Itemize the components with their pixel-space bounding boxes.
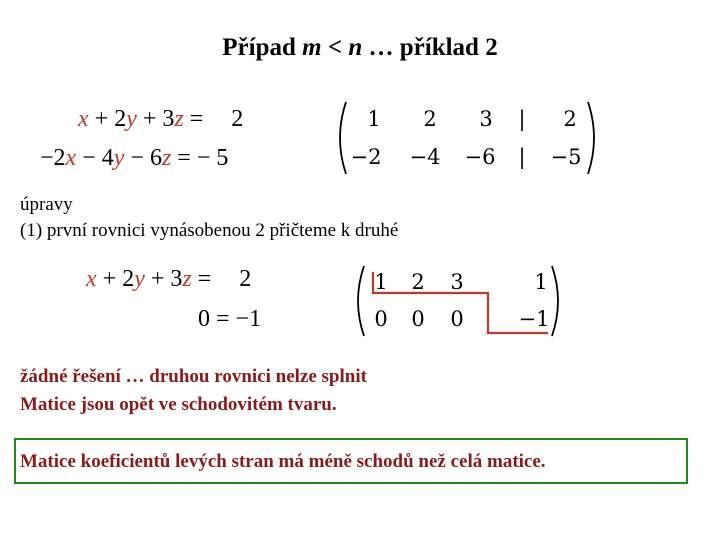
matrix-cell: 2 xyxy=(423,107,437,131)
title-n: n xyxy=(348,34,363,61)
matrix-right-bracket xyxy=(552,266,558,336)
title-lt: < xyxy=(321,34,349,61)
coefficient: 3 xyxy=(170,266,183,292)
matrix-cell: −5 xyxy=(550,145,582,169)
matrix-cell: −4 xyxy=(409,145,441,169)
matrix-cell: 2 xyxy=(411,270,425,294)
matrix-cell: 1 xyxy=(534,270,548,294)
title-suffix: … příklad 2 xyxy=(362,34,498,61)
coefficient: 6 xyxy=(149,145,162,171)
augmented-matrix-1 xyxy=(332,98,602,178)
var-y: y xyxy=(134,266,145,292)
highlight-box-text: Matice koeficientů levých stran má méně schodů než celá matice. xyxy=(20,451,546,472)
equals-sign: = xyxy=(177,145,191,171)
operator: + xyxy=(142,106,157,132)
operator: + xyxy=(150,266,165,292)
var-y: y xyxy=(113,145,125,171)
step-1-description: (1) první rovnici vynásobenou 2 přičteme k druhé xyxy=(20,220,399,241)
system1-row2 xyxy=(40,145,228,172)
matrix-cell: 3 xyxy=(450,270,464,294)
equals-sign: = xyxy=(189,106,204,132)
echelon-form-text: Matice jsou opět ve schodovitém tvaru. xyxy=(20,394,337,415)
matrix-cell: 0 xyxy=(374,307,388,331)
matrix-cell: 3 xyxy=(479,107,493,131)
var-x: x xyxy=(78,106,89,132)
matrix-left-bracket xyxy=(340,102,346,174)
matrix-left-bracket xyxy=(358,266,364,336)
var-z: z xyxy=(161,145,172,171)
var-x: x xyxy=(65,145,77,171)
label-upravy: úpravy xyxy=(20,194,73,215)
equals-sign: = xyxy=(216,306,230,332)
page-title xyxy=(0,34,720,62)
matrix-cell: 0 xyxy=(411,307,425,331)
rhs-value: 2 xyxy=(239,266,252,292)
title-prefix: Případ xyxy=(222,34,303,61)
rhs-value: − 5 xyxy=(196,145,229,171)
matrix-cell: 1 xyxy=(367,107,381,131)
var-z: z xyxy=(174,106,184,132)
matrix-cell: −2 xyxy=(350,145,382,169)
matrix-right-bracket xyxy=(588,102,594,174)
coefficient: 4 xyxy=(101,145,114,171)
var-z: z xyxy=(182,266,192,292)
coefficient: 2 xyxy=(122,266,135,292)
system2-row1 xyxy=(86,266,251,293)
matrix-cell: −6 xyxy=(464,145,496,169)
coefficient: 2 xyxy=(114,106,127,132)
var-y: y xyxy=(126,106,137,132)
matrix-cell: 1 xyxy=(374,270,388,294)
matrix-separator: | xyxy=(518,145,526,169)
coefficient: −2 xyxy=(40,145,66,171)
system1-row1 xyxy=(78,106,243,133)
augmented-matrix-2 xyxy=(352,262,567,340)
matrix-separator: | xyxy=(518,107,526,131)
no-solution-text: žádné řešení … druhou rovnici nelze splnit xyxy=(20,366,367,387)
operator: − xyxy=(82,145,96,171)
matrix-cell: 0 xyxy=(450,307,464,331)
operator: − xyxy=(130,145,144,171)
operator: + xyxy=(94,106,109,132)
var-x: x xyxy=(86,266,97,292)
lhs-value: 0 xyxy=(198,306,210,332)
coefficient: 3 xyxy=(162,106,175,132)
title-m: m xyxy=(302,34,322,61)
matrix-cell: 2 xyxy=(563,107,577,131)
matrix-cell: −1 xyxy=(518,307,550,331)
rhs-value: −1 xyxy=(235,306,262,332)
equals-sign: = xyxy=(197,266,212,292)
rhs-value: 2 xyxy=(231,106,244,132)
operator: + xyxy=(102,266,117,292)
system2-row2 xyxy=(198,306,261,333)
